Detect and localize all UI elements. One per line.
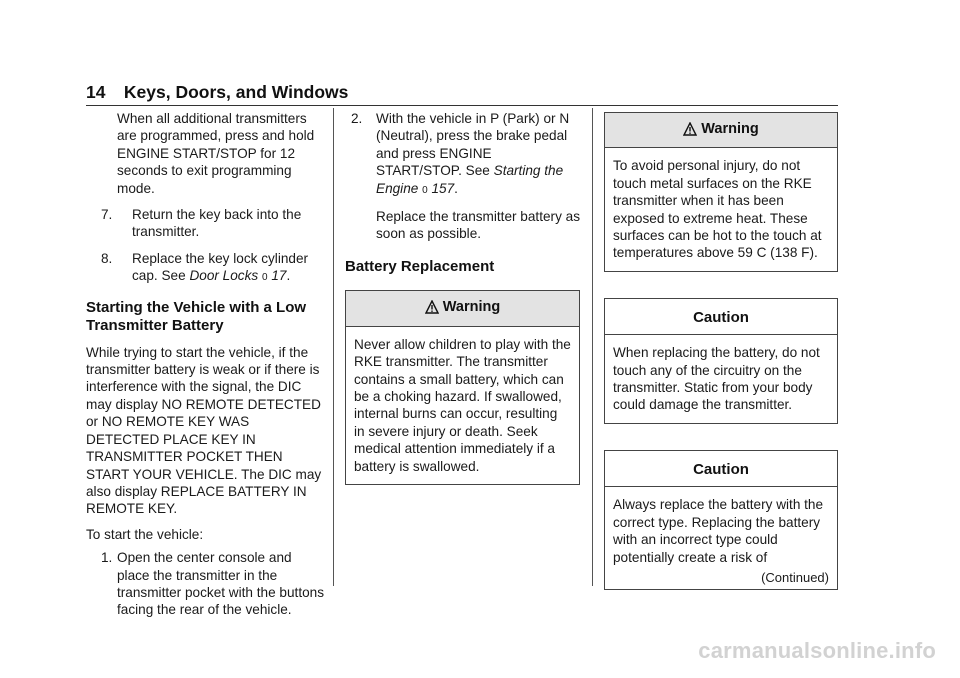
page-reference: 17 xyxy=(271,268,287,284)
caution-header: Caution xyxy=(605,451,837,487)
continued-label: (Continued) xyxy=(761,569,829,585)
caution-body: When replacing the battery, do not touch any of the circuitry on the transmitter. Static from your body could damage the transmitter. xyxy=(613,345,820,413)
column-divider xyxy=(333,108,334,586)
warning-triangle-icon xyxy=(425,300,439,319)
body-paragraph: While trying to start the vehicle, if the transmitter battery is weak or if there is interference with the signal, the DIC may display NO REMOTE DETECTED or NO REMOTE KEY WAS DETECTED PLACE KEY IN TRANSMITTER POCKET THEN START YOUR VEHICLE. The DIC may also display REPLACE BATTERY IN REMOTE KEY. xyxy=(86,344,322,517)
page-number: 14 xyxy=(86,82,106,102)
page-header xyxy=(86,82,838,106)
list-item xyxy=(86,549,326,619)
column-middle xyxy=(345,110,580,485)
column-divider xyxy=(592,108,593,586)
step-number: 7. xyxy=(101,207,113,223)
column-right xyxy=(604,112,838,590)
step-text: Open the center console and place the transmitter in the transmitter pocket with the buttons facing the rear of the vehicle. xyxy=(117,550,325,618)
caution-box xyxy=(604,298,838,424)
section-heading: Battery Replacement xyxy=(345,257,495,275)
step-number: 1. xyxy=(101,550,113,566)
section-title: Keys, Doors, and Windows xyxy=(123,82,349,102)
warning-box xyxy=(345,290,580,485)
body-paragraph: To start the vehicle: xyxy=(86,526,204,542)
step-number: 8. xyxy=(101,250,113,266)
page-arrow-icon: 0 xyxy=(422,184,428,196)
step-text: Return the key back into the transmitter. xyxy=(132,207,302,240)
step-number: 2. xyxy=(351,111,363,126)
column-left xyxy=(86,110,326,619)
intro-paragraph: When all additional transmitters are programmed, press and hold ENGINE START/STOP for 12 seconds to exit programming mode. xyxy=(117,111,315,196)
warning-body: To avoid personal injury, do not touch metal surfaces on the RKE transmitter when it has been exposed to extreme heat. These surfaces can be hot to the touch at temperatures above 59 C (138 F). xyxy=(613,158,822,261)
door-locks-link[interactable]: Door Locks xyxy=(189,268,259,284)
step-text: With the vehicle in P (Park) or N (Neutral), press the brake pedal and press ENGINE START/STOP. See Starting the Engine 0 157. xyxy=(376,111,570,196)
caution-header: Caution xyxy=(605,299,837,335)
step-followup: Replace the transmitter battery as soon as possible. xyxy=(376,209,580,242)
warning-title: Warning xyxy=(701,121,759,137)
warning-header xyxy=(346,291,579,326)
list-item xyxy=(86,206,326,241)
list-item xyxy=(86,250,326,287)
page-reference: 157 xyxy=(431,180,455,196)
starting-engine-link[interactable]: Starting the Engine xyxy=(376,163,564,196)
warning-body: Never allow children to play with the RKE transmitter. The transmitter contains a small battery, which can be a choking hazard. If swallowed, internal burns can occur, resulting in severe injury or death. Seek medical attention immediately if a battery is swallowed. xyxy=(354,336,571,474)
caution-text: Always replace the battery with the correct type. Replacing the battery with an incorrect type could potentially create a risk of xyxy=(613,497,824,565)
warning-box xyxy=(604,112,838,272)
list-item xyxy=(345,110,580,199)
caution-body xyxy=(605,487,837,589)
step-text: Replace the key lock cylinder cap. See Door Locks 0 17. xyxy=(132,250,309,284)
warning-title: Warning xyxy=(442,299,501,316)
section-heading: Starting the Vehicle with a Low Transmitter Battery xyxy=(86,298,307,335)
watermark: carmanualsonline.info xyxy=(698,638,936,663)
warning-header xyxy=(605,113,837,148)
caution-box xyxy=(604,450,838,590)
warning-triangle-icon xyxy=(683,122,697,141)
page-arrow-icon: 0 xyxy=(261,272,268,284)
